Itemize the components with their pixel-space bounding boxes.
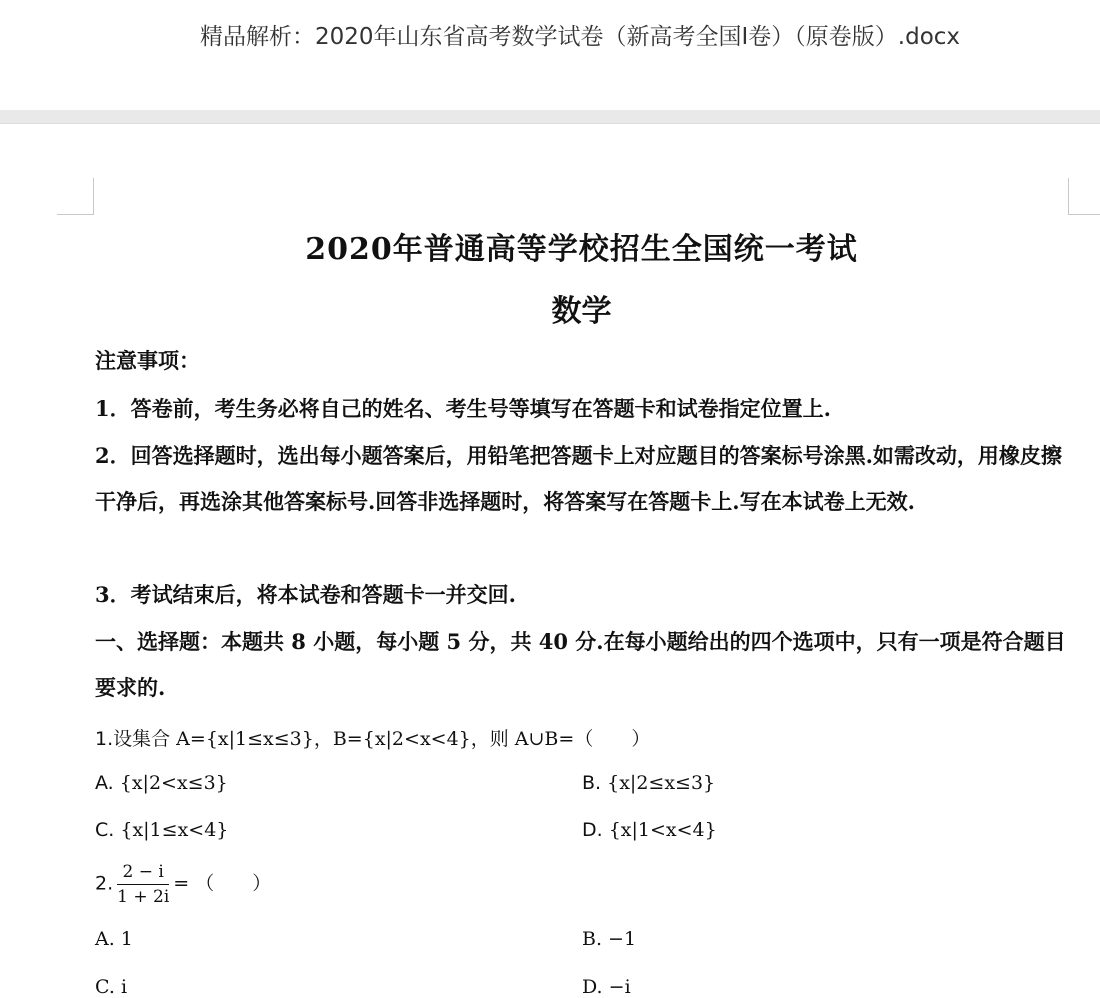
q1-option-c: C. {x|1≤x<4} xyxy=(95,819,229,841)
notice-item-1: 1．答卷前，考生务必将自己的姓名、考生号等填写在答题卡和试卷指定位置上. xyxy=(95,396,831,421)
question-stem: 设集合 A={x|1≤x≤3}，B={x|2<x<4}，则 A∪B=（ ） xyxy=(113,728,651,750)
q2-option-d: D. −i xyxy=(582,976,631,998)
title-bar xyxy=(0,0,1100,110)
question-stem-tail: = （ ） xyxy=(173,872,272,895)
notice-item-3: 3．考试结束后，将本试卷和答题卡一并交回. xyxy=(95,582,516,607)
q2-option-b: B. −1 xyxy=(582,928,637,950)
question-1 xyxy=(95,724,650,751)
section-heading: 一、选择题：本题共 8 小题，每小题 5 分，共 40 分.在每小题给出的四个选项中，只有一项是符合题目要求的. xyxy=(95,629,1066,700)
question-number: 2. xyxy=(95,872,114,895)
exam-subject: 数学 xyxy=(551,294,612,329)
question-2 xyxy=(95,862,271,907)
fraction-denominator: 1 + 2i xyxy=(117,887,170,907)
margin-corner-left xyxy=(57,178,94,215)
fraction-numerator: 2 − i xyxy=(117,862,169,885)
q1-option-b: B. {x|2≤x≤3} xyxy=(582,772,716,794)
question-number: 1. xyxy=(95,728,114,750)
fraction xyxy=(117,862,169,907)
q1-option-a: A. {x|2<x≤3} xyxy=(95,772,228,794)
page-gutter xyxy=(0,110,1100,124)
q1-option-d: D. {x|1<x<4} xyxy=(582,819,717,841)
document-page[interactable] xyxy=(0,124,1100,998)
notice-item-2: 2．回答选择题时，选出每小题答案后，用铅笔把答题卡上对应题目的答案标号涂黑.如需改动，用橡皮擦干净后，再选涂其他答案标号.回答非选择题时，将答案写在答题卡上.写在本试卷上无效. xyxy=(95,443,1062,514)
document-title: 精品解析：2020年山东省高考数学试卷（新高考全国Ⅰ卷）（原卷版）.docx xyxy=(199,24,961,50)
margin-corner-right xyxy=(1068,178,1100,215)
q2-option-a: A. 1 xyxy=(95,928,133,950)
q2-option-c: C. i xyxy=(95,976,128,998)
notice-heading: 注意事项： xyxy=(95,348,200,373)
exam-title: 2020年普通高等学校招生全国统一考试 xyxy=(305,232,858,267)
